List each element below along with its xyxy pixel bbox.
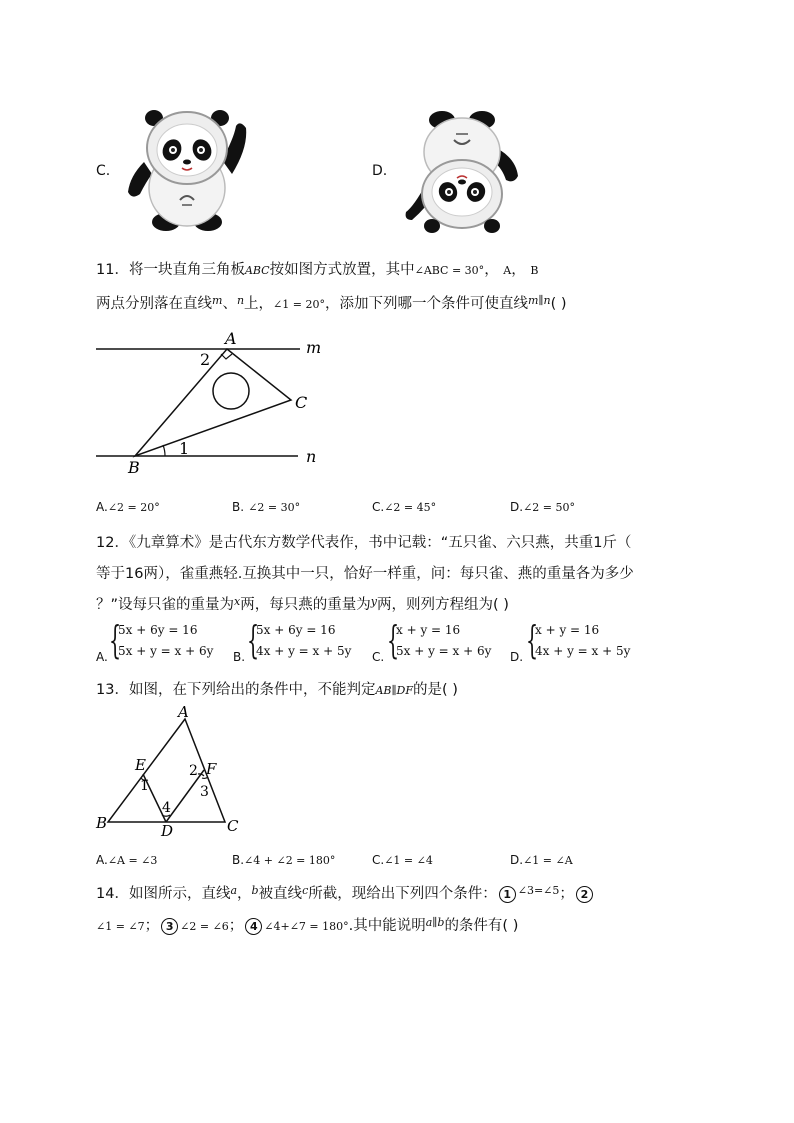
label-c: C xyxy=(295,393,308,412)
q11-sep: ， xyxy=(511,262,526,278)
equation-2: 4x + y = x + 5y xyxy=(256,644,352,658)
equation-1: 5x + 6y = 16 xyxy=(256,623,336,637)
q11-option-a[interactable] xyxy=(96,500,160,515)
equation-1: x + y = 16 xyxy=(396,623,461,637)
label-n: n xyxy=(306,447,317,466)
option-label: B. xyxy=(232,853,245,867)
equation-1: 5x + 6y = 16 xyxy=(118,623,198,637)
q14-var-a: a xyxy=(230,884,238,897)
option-text: ∠4 + ∠2 = 180° xyxy=(244,854,336,867)
label-b: B xyxy=(128,458,140,477)
brace-icon: { xyxy=(526,618,539,662)
option-label: D. xyxy=(510,500,524,514)
option-label: C. xyxy=(372,500,385,514)
q13-option-c[interactable] xyxy=(372,853,433,868)
angle1-arc xyxy=(163,445,165,456)
option-label: D. xyxy=(510,853,524,867)
brace-icon: { xyxy=(247,618,260,662)
q11-text: 两点分别落在直线 xyxy=(96,296,212,312)
option-label: A. xyxy=(96,853,108,867)
q14-var-b: b xyxy=(251,884,259,897)
q12-option-d-system[interactable] xyxy=(526,618,631,662)
q12-option-d-label: D. xyxy=(510,650,524,664)
q11-bracket: ( ) xyxy=(550,296,567,312)
q14-text: 的条件有( ) xyxy=(444,918,519,934)
panda-mascot-image-c xyxy=(122,108,250,233)
q11-option-b[interactable] xyxy=(232,500,300,515)
q11-sep: 、 xyxy=(222,296,237,312)
option-label: B. xyxy=(232,500,245,514)
q13-option-d[interactable] xyxy=(510,853,573,868)
q14-text: 被直线 xyxy=(258,886,303,902)
label-e: E xyxy=(135,756,146,774)
q14-condition-1: ∠3=∠5 xyxy=(517,884,560,897)
q11-parallel: m∥n xyxy=(527,294,551,307)
equation-2: 5x + y = x + 6y xyxy=(396,644,492,658)
q14-sep: ； xyxy=(144,918,160,934)
q11-text: 上， xyxy=(244,296,274,312)
q13-relation: AB∥DF xyxy=(375,684,414,697)
q14-text: 14．如图所示，直线 xyxy=(96,886,231,902)
q13-line1 xyxy=(96,678,458,699)
label-a: A xyxy=(225,329,237,348)
q11-point-b: B xyxy=(530,264,539,277)
label-b: B xyxy=(96,814,108,832)
q12-option-c-system[interactable] xyxy=(387,618,492,662)
q14-condition-4: ∠4+∠7 = 180° xyxy=(264,920,349,933)
q12-var-x: x xyxy=(234,595,241,608)
label-2: 2 xyxy=(200,350,211,369)
panda-mascot-image-d-upside-down xyxy=(404,110,524,235)
label-1: 1 xyxy=(179,439,190,458)
q12-text: 两，则列方程组为( ) xyxy=(376,597,509,613)
q14-sep: ， xyxy=(237,886,252,902)
q13-figure xyxy=(90,702,250,842)
q13-text: 的是( ) xyxy=(413,682,458,698)
option-text: ∠2 = 45° xyxy=(384,501,437,514)
q12-line3 xyxy=(96,593,509,614)
triangle-abc xyxy=(135,349,291,456)
option-text: ∠2 = 20° xyxy=(107,501,160,514)
equation-2: 5x + y = x + 6y xyxy=(118,644,214,658)
q14-text: 所截，现给出下列四个条件： xyxy=(308,886,497,902)
q12-line1: 12．《九章算术》是古代东方数学代表作，书中记载：“五只雀、六只燕，共重1斤（ xyxy=(96,535,632,551)
q14-condition-2: ∠1 = ∠7 xyxy=(96,920,145,933)
q11-option-c[interactable] xyxy=(372,500,436,515)
q12-text: ？”设每只雀的重量为 xyxy=(96,597,235,613)
q12-line2: 等于16两），雀重燕轻.互换其中一只，恰好一样重，问：每只雀、燕的重量各为多少 xyxy=(96,566,634,582)
q14-line1 xyxy=(96,882,595,903)
equation-1: x + y = 16 xyxy=(535,623,600,637)
circled-1-icon: 1 xyxy=(499,886,516,903)
q12-option-b-system[interactable] xyxy=(247,618,352,662)
q11-option-d[interactable] xyxy=(510,500,575,515)
label-a: A xyxy=(178,703,189,721)
q12-var-y: y xyxy=(370,595,377,608)
label-m: m xyxy=(306,338,322,357)
q14-var-c: c xyxy=(302,884,309,897)
label-4: 4 xyxy=(162,800,171,816)
option-text: ∠2 = 30° xyxy=(248,501,301,514)
q11-text: 按如图方式放置，其中 xyxy=(269,262,415,278)
circled-4-icon: 4 xyxy=(245,918,262,935)
circled-2-icon: 2 xyxy=(576,886,593,903)
q11-point-a: A xyxy=(503,264,512,277)
q11-triangle-name: ABC xyxy=(244,264,270,277)
q11-text: 11．将一块直角三角板 xyxy=(96,262,245,278)
option-c-label: C. xyxy=(96,163,111,179)
label-3: 3 xyxy=(200,784,209,800)
q12-option-b-label: B. xyxy=(233,650,246,664)
q14-sep: ； xyxy=(228,918,244,934)
q11-line-m: m xyxy=(212,294,223,307)
q14-relation: a∥b xyxy=(425,916,445,929)
label-d: D xyxy=(161,822,174,840)
q14-sep: ； xyxy=(559,886,574,902)
q12-option-c-label: C. xyxy=(372,650,385,664)
q13-option-b[interactable] xyxy=(232,853,335,868)
label-1: 1 xyxy=(140,778,149,794)
option-text: ∠1 = ∠4 xyxy=(384,854,433,867)
q11-sep: ， xyxy=(484,262,499,278)
q14-text: .其中能说明 xyxy=(348,918,426,934)
q13-option-a[interactable] xyxy=(96,853,157,868)
q12-option-a-system[interactable] xyxy=(109,618,214,662)
q12-text: 两，每只燕的重量为 xyxy=(240,597,371,613)
q11-line1 xyxy=(96,258,538,279)
brace-icon: { xyxy=(109,618,122,662)
q11-angle-abc: ∠ABC = 30° xyxy=(414,264,485,277)
circled-3-icon: 3 xyxy=(161,918,178,935)
equation-2: 4x + y = x + 5y xyxy=(535,644,631,658)
q12-option-a-label: A. xyxy=(96,650,108,664)
q11-line-n: n xyxy=(236,294,245,307)
label-2: 2 xyxy=(189,763,198,779)
triangle-hole xyxy=(213,373,249,409)
q11-angle1: ∠1 = 20° xyxy=(273,298,325,311)
q11-line2 xyxy=(96,292,567,313)
segment-df xyxy=(166,770,204,822)
q14-condition-3: ∠2 = ∠6 xyxy=(180,920,229,933)
option-text: ∠A = ∠3 xyxy=(107,854,158,867)
option-label: A. xyxy=(96,500,108,514)
label-c: C xyxy=(227,817,239,835)
option-d-label: D. xyxy=(372,163,388,179)
option-text: ∠1 = ∠A xyxy=(523,854,573,867)
option-label: C. xyxy=(372,853,385,867)
q11-text: ，添加下列哪一个条件可使直线 xyxy=(324,296,528,312)
label-f: F xyxy=(206,760,217,778)
option-text: ∠2 = 50° xyxy=(523,501,575,514)
q14-line2 xyxy=(96,914,518,935)
q13-text: 13．如图，在下列给出的条件中，不能判定 xyxy=(96,682,376,698)
brace-icon: { xyxy=(387,618,400,662)
q11-figure xyxy=(90,328,340,478)
